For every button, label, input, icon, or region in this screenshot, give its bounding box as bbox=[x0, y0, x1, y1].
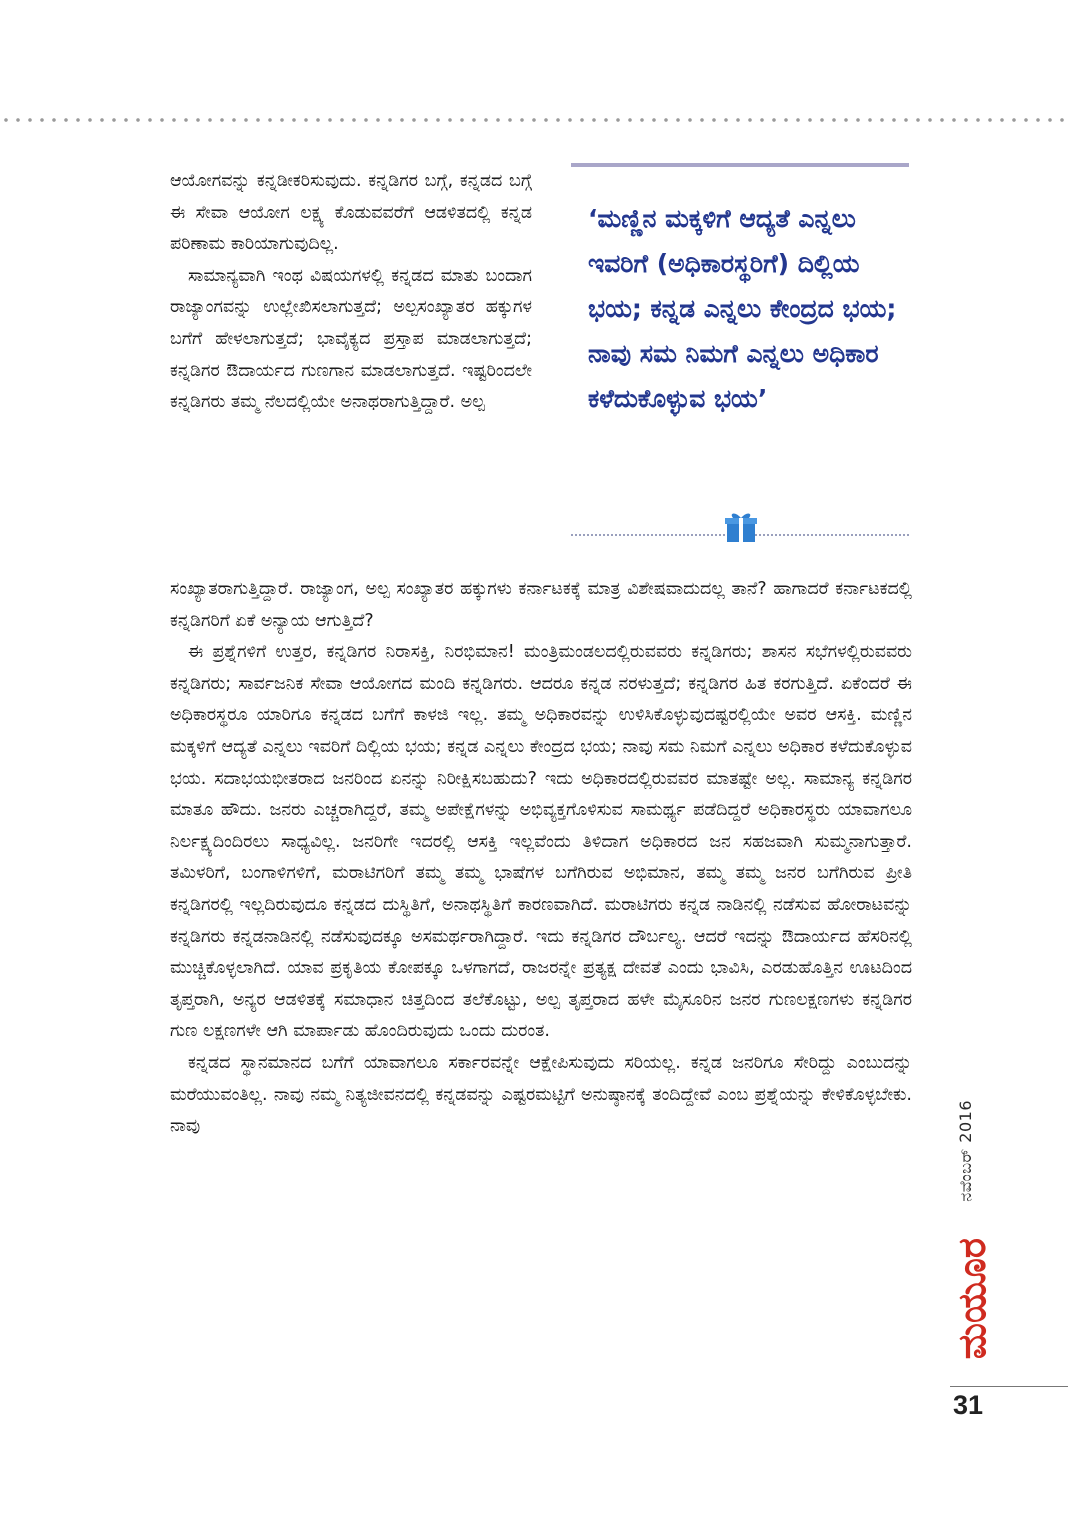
pull-quote-top-rule bbox=[571, 163, 909, 167]
page-number: 31 bbox=[953, 1390, 984, 1420]
issue-date: ನವೆಂಬರ್ 2016 bbox=[956, 1100, 975, 1202]
top-dotted-rule bbox=[0, 116, 1072, 124]
page-number-rule bbox=[950, 1386, 1068, 1387]
left-paragraph-2: ಸಾಮಾನ್ಯವಾಗಿ ಇಂಥ ವಿಷಯಗಳಲ್ಲಿ ಕನ್ನಡದ ಮಾತು ಬಂದಾಗ ರಾಜ್ಯಾಂಗವನ್ನು ಉಲ್ಲೇಖಿಸಲಾಗುತ್ತದೆ; ಅಲ್ಪಸಂಖ್ಯಾತರ ಹಕ್ಕುಗಳ ಬಗೆಗೆ ಹೇಳಲಾಗುತ್ತದೆ; ಭಾವೈಕ್ಯದ ಪ್ರಸ್ತಾಪ ಮಾಡಲಾಗುತ್ತದೆ; ಕನ್ನಡಿಗರ ಔದಾರ್ಯದ ಗುಣಗಾನ ಮಾಡಲಾಗುತ್ತದೆ. ಇಷ್ಟರಿಂದಲೇ ಕನ್ನಡಿಗರು ತಮ್ಮ ನೆಲದಲ್ಲಿಯೇ ಅನಾಥರಾಗುತ್ತಿದ್ದಾರೆ. ಅಲ್ಪ bbox=[170, 265, 532, 413]
magazine-logo: ಮಯೂರ bbox=[950, 1238, 994, 1360]
pull-quote: ‘ಮಣ್ಣಿನ ಮಕ್ಕಳಿಗೆ ಆದ್ಯತೆ ಎನ್ನಲು ಇವರಿಗೆ (ಅಧಿಕಾರಸ್ಥರಿಗೆ) ದಿಲ್ಲಿಯ ಭಯ; ಕನ್ನಡ ಎನ್ನಲು ಕೇಂದ್ರದ ಭಯ; ನಾವು ಸಮ ನಿಮಗೆ ಎನ್ನಲು ಅಧಿಕಾರ ಕಳೆದುಕೊಳ್ಳುವ ಭಯ’ bbox=[588, 204, 897, 413]
left-paragraph-1: ಆಯೋಗವನ್ನು ಕನ್ನಡೀಕರಿಸುವುದು. ಕನ್ನಡಿಗರ ಬಗ್ಗೆ, ಕನ್ನಡದ ಬಗ್ಗೆ ಈ ಸೇವಾ ಆಯೋಗ ಲಕ್ಷ್ಯ ಕೊಡುವವರೆಗೆ ಆಡಳಿತದಲ್ಲಿ ಕನ್ನಡ ಪರಿಣಾಮ ಕಾರಿಯಾಗುವುದಿಲ್ಲ. bbox=[170, 171, 532, 255]
left-column bbox=[170, 166, 532, 419]
body-paragraph-2: ಈ ಪ್ರಶ್ನೆಗಳಿಗೆ ಉತ್ತರ, ಕನ್ನಡಿಗರ ನಿರಾಸಕ್ತಿ, ನಿರಭಿಮಾನ! ಮಂತ್ರಿಮಂಡಲದಲ್ಲಿರುವವರು ಕನ್ನಡಿಗರು; ಶಾಸನ ಸಭೆಗಳಲ್ಲಿರುವವರು ಕನ್ನಡಿಗರು; ಸಾರ್ವಜನಿಕ ಸೇವಾ ಆಯೋಗದ ಮಂದಿ ಕನ್ನಡಿಗರು. ಆದರೂ ಕನ್ನಡ ನರಳುತ್ತದೆ; ಕನ್ನಡಿಗರ ಹಿತ ಕರಗುತ್ತಿದೆ. ಏಕೆಂದರೆ ಈ ಅಧಿಕಾರಸ್ಥರೂ ಯಾರಿಗೂ ಕನ್ನಡದ ಬಗೆಗೆ ಕಾಳಜಿ ಇಲ್ಲ. ತಮ್ಮ ಅಧಿಕಾರವನ್ನು ಉಳಿಸಿಕೊಳ್ಳುವುದಷ್ಟರಲ್ಲಿಯೇ ಅವರ ಆಸಕ್ತಿ. ಮಣ್ಣಿನ ಮಕ್ಕಳಿಗೆ ಆದ್ಯತೆ ಎನ್ನಲು ಇವರಿಗೆ ದಿಲ್ಲಿಯ ಭಯ; ಕನ್ನಡ ಎನ್ನಲು ಕೇಂದ್ರದ ಭಯ; ನಾವು ಸಮ ನಿಮಗೆ ಎನ್ನಲು ಅಧಿಕಾರ ಕಳೆದುಕೊಳ್ಳುವ ಭಯ. ಸದಾಭಯಭೀತರಾದ ಜನರಿಂದ ಏನನ್ನು ನಿರೀಕ್ಷಿಸಬಹುದು? ಇದು ಅಧಿಕಾರದಲ್ಲಿರುವವರ ಮಾತಷ್ಟೇ ಅಲ್ಲ. ಸಾಮಾನ್ಯ ಕನ್ನಡಿಗರ ಮಾತೂ ಹೌದು. ಜನರು ಎಚ್ಚರಾಗಿದ್ದರೆ, ತಮ್ಮ ಅಪೇಕ್ಷೆಗಳನ್ನು ಅಭಿವ್ಯಕ್ತಗೊಳಿಸುವ ಸಾಮರ್ಥ್ಯ ಪಡೆದಿದ್ದರೆ ಅಧಿಕಾರಸ್ಥರು ಯಾವಾಗಲೂ ನಿರ್ಲಕ್ಷ್ಯದಿಂದಿರಲು ಸಾಧ್ಯವಿಲ್ಲ. ಜನರಿಗೇ ಇದರಲ್ಲಿ ಆಸಕ್ತಿ ಇಲ್ಲವೆಂದು ತಿಳಿದಾಗ ಅಧಿಕಾರದ ಜನ ಸಹಜವಾಗಿ ಸುಮ್ಮನಾಗುತ್ತಾರೆ. ತಮಿಳರಿಗೆ, ಬಂಗಾಳಿಗಳಿಗೆ, ಮರಾಟಿಗರಿಗೆ ತಮ್ಮ ತಮ್ಮ ಭಾಷೆಗಳ ಬಗೆಗಿರುವ ಅಭಿಮಾನ, ತಮ್ಮ ತಮ್ಮ ಜನರ ಬಗೆಗಿರುವ ಪ್ರೀತಿ ಕನ್ನಡಿಗರಲ್ಲಿ ಇಲ್ಲದಿರುವುದೂ ಕನ್ನಡದ ದುಸ್ಥಿತಿಗೆ, ಅನಾಥಸ್ಥಿತಿಗೆ ಕಾರಣವಾಗಿದೆ. ಮರಾಟಿಗರು ಕನ್ನಡ ನಾಡಿನಲ್ಲಿ ನಡೆಸುವ ಹೋರಾಟವನ್ನು ಕನ್ನಡಿಗರು ಕನ್ನಡನಾಡಿನಲ್ಲಿ ನಡೆಸುವುದಕ್ಕೂ ಅಸಮರ್ಥರಾಗಿದ್ದಾರೆ. ಇದು ಕನ್ನಡಿಗರ ದೌರ್ಬಲ್ಯ. ಆದರೆ ಇದನ್ನು ಔದಾರ್ಯದ ಹೆಸರಿನಲ್ಲಿ ಮುಚ್ಚಿಕೊಳ್ಳಲಾಗಿದೆ. ಯಾವ ಪ್ರಕೃತಿಯ ಕೋಪಕ್ಕೂ ಒಳಗಾಗದೆ, ರಾಜರನ್ನೇ ಪ್ರತ್ಯಕ್ಷ ದೇವತೆ ಎಂದು ಭಾವಿಸಿ, ಎರಡುಹೊತ್ತಿನ ಊಟದಿಂದ ತೃಪ್ತರಾಗಿ, ಅನ್ಯರ ಆಡಳಿತಕ್ಕೆ ಸಮಾಧಾನ ಚಿತ್ತದಿಂದ ತಲೆಕೊಟ್ಟು, ಅಲ್ಪ ತೃಪ್ತರಾದ ಹಳೇ ಮೈಸೂರಿನ ಜನರ ಗುಣಲಕ್ಷಣಗಳು ಕನ್ನಡಿಗರ ಗುಣ ಲಕ್ಷಣಗಳೇ ಆಗಿ ಮಾರ್ಪಾಡು ಹೊಂದಿರುವುದು ಒಂದು ದುರಂತ. bbox=[170, 642, 912, 1042]
full-width-body bbox=[170, 574, 912, 1143]
body-paragraph-3: ಕನ್ನಡದ ಸ್ಥಾನಮಾನದ ಬಗೆಗೆ ಯಾವಾಗಲೂ ಸರ್ಕಾರವನ್ನೇ ಆಕ್ಷೇಪಿಸುವುದು ಸರಿಯಲ್ಲ. ಕನ್ನಡ ಜನರಿಗೂ ಸೇರಿದ್ದು ಎಂಬುದನ್ನು ಮರೆಯುವಂತಿಲ್ಲ. ನಾವು ನಮ್ಮ ನಿತ್ಯಜೀವನದಲ್ಲಿ ಕನ್ನಡವನ್ನು ಎಷ್ಟರಮಟ್ಟಿಗೆ ಅನುಷ್ಠಾನಕ್ಕೆ ತಂದಿದ್ದೇವೆ ಎಂಬ ಪ್ರಶ್ನೆಯನ್ನು ಕೇಳಿಕೊಳ್ಳಬೇಕು. ನಾವು bbox=[170, 1052, 912, 1137]
gift-icon bbox=[724, 510, 758, 544]
body-paragraph-1: ಸಂಖ್ಯಾತರಾಗುತ್ತಿದ್ದಾರೆ. ರಾಜ್ಯಾಂಗ, ಅಲ್ಪ ಸಂಖ್ಯಾತರ ಹಕ್ಕುಗಳು ಕರ್ನಾಟಕಕ್ಕೆ ಮಾತ್ರ ವಿಶೇಷವಾದುದಲ್ಲ ತಾನೆ? ಹಾಗಾದರೆ ಕರ್ನಾಟಕದಲ್ಲಿ ಕನ್ನಡಿಗರಿಗೆ ಏಕೆ ಅನ್ಯಾಯ ಆಗುತ್ತಿದೆ? bbox=[170, 579, 912, 631]
